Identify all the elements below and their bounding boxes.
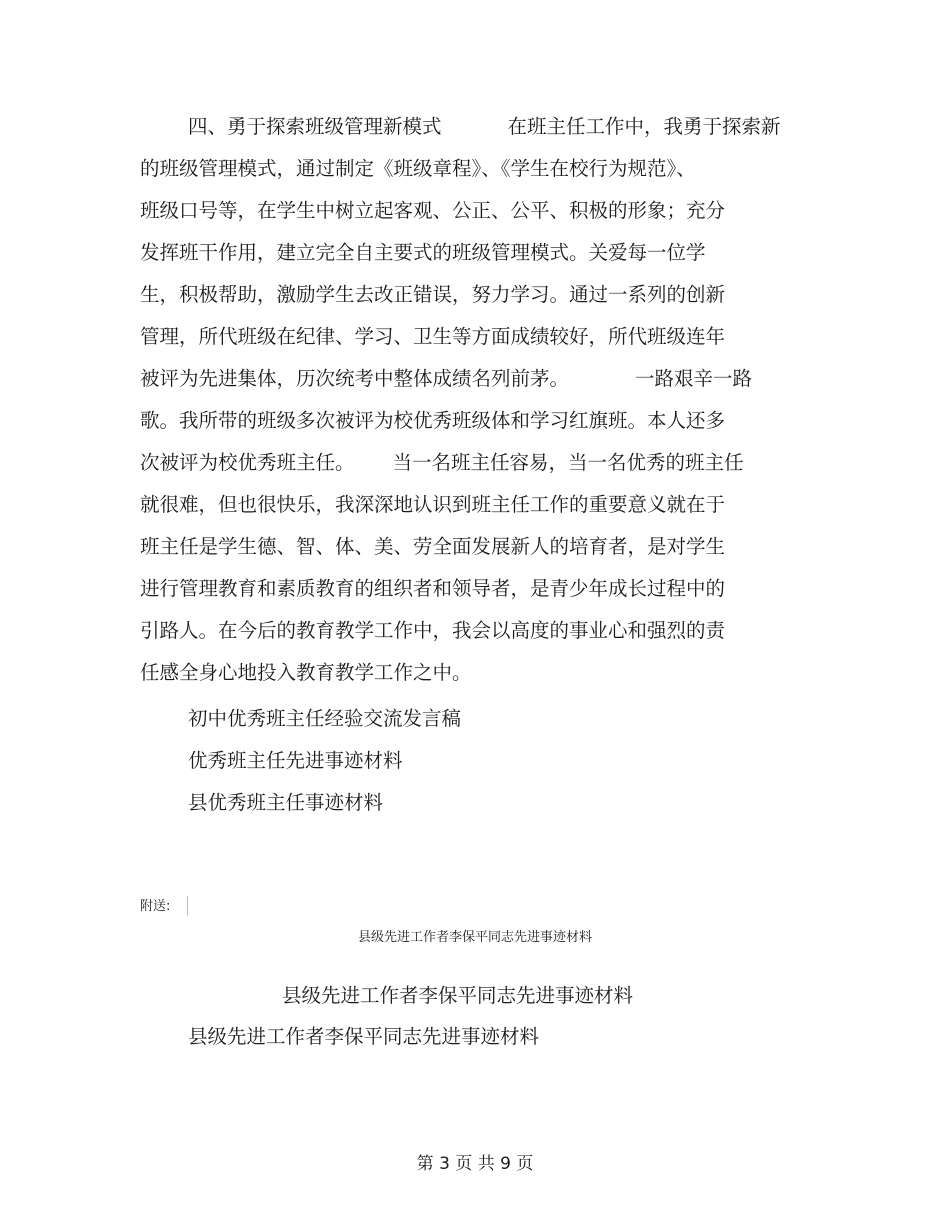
page-number-footer: 第 3 页 共 9 页 (416, 1154, 534, 1174)
body-line-text: 歌。我所带的班级多次被评为校优秀班级体和学习红旗班。本人还多 (140, 409, 726, 432)
body-line-text: 被评为先进集体，历次统考中整体成绩名列前茅。 (140, 367, 570, 390)
body-line-2 (140, 154, 696, 184)
body-line-9 (140, 448, 744, 478)
body-line-4 (140, 238, 706, 268)
body-line-text: 任感全身心地投入教育教学工作之中。 (140, 661, 472, 684)
attachment-divider (187, 896, 188, 916)
body-line-text: 发挥班干作用，建立完全自主要式的班级管理模式。关爱每一位学 (140, 241, 706, 264)
body-line-10 (140, 490, 725, 520)
body-line-1 (188, 112, 781, 142)
attachment-small-title: 县级先进工作者李保平同志先进事迹材料 (357, 930, 592, 945)
body-line-3 (140, 196, 725, 226)
related-title-2[interactable]: 优秀班主任先进事迹材料 (188, 749, 403, 772)
body-line-13 (140, 616, 725, 646)
section-heading: 四、勇于探索班级管理新模式 (188, 115, 442, 138)
body-line-text: 管理，所代班级在纪律、学习、卫生等方面成绩较好，所代班级连年 (140, 325, 726, 348)
attachment-label: 附送: (140, 899, 171, 914)
body-line-14 (140, 658, 472, 688)
body-line-11 (140, 532, 725, 562)
body-line-text: 班级口号等，在学生中树立起客观、公正、公平、积极的形象；充分 (140, 199, 726, 222)
body-line-text: 的班级管理模式，通过制定《班级章程》、《学生在校行为规范》、 (140, 157, 696, 180)
body-line-text: 就很难，但也很快乐，我深深地认识到班主任工作的重要意义就在于 (140, 493, 726, 516)
body-line-text: 在班主任工作中，我勇于探索新 (507, 115, 781, 138)
body-line-text: 进行管理教育和素质教育的组织者和领导者，是青少年成长过程中的 (140, 577, 726, 600)
body-line-7 (140, 364, 752, 394)
body-line-12 (140, 574, 725, 604)
body-line-text: 生，积极帮助，激励学生去改正错误，努力学习。通过一系列的创新 (140, 283, 726, 306)
body-line-6 (140, 322, 725, 352)
related-title-3[interactable]: 县优秀班主任事迹材料 (188, 791, 384, 814)
related-title-1[interactable]: 初中优秀班主任经验交流发言稿 (188, 707, 462, 730)
body-line-text: 一路艰辛一路 (635, 367, 753, 390)
body-line-8 (140, 406, 725, 436)
body-line-text: 班主任是学生德、智、体、美、劳全面发展新人的培育者，是对学生 (140, 535, 726, 558)
attachment-center-title: 县级先进工作者李保平同志先进事迹材料 (282, 984, 634, 1007)
body-line-text: 引路人。在今后的教育教学工作中，我会以高度的事业心和强烈的责 (140, 619, 726, 642)
body-line-text: 次被评为校优秀班主任。 (140, 451, 355, 474)
attachment-indent-title: 县级先进工作者李保平同志先进事迹材料 (188, 1025, 540, 1048)
body-line-5 (140, 280, 725, 310)
body-line-text: 当一名班主任容易，当一名优秀的班主任 (392, 451, 744, 474)
